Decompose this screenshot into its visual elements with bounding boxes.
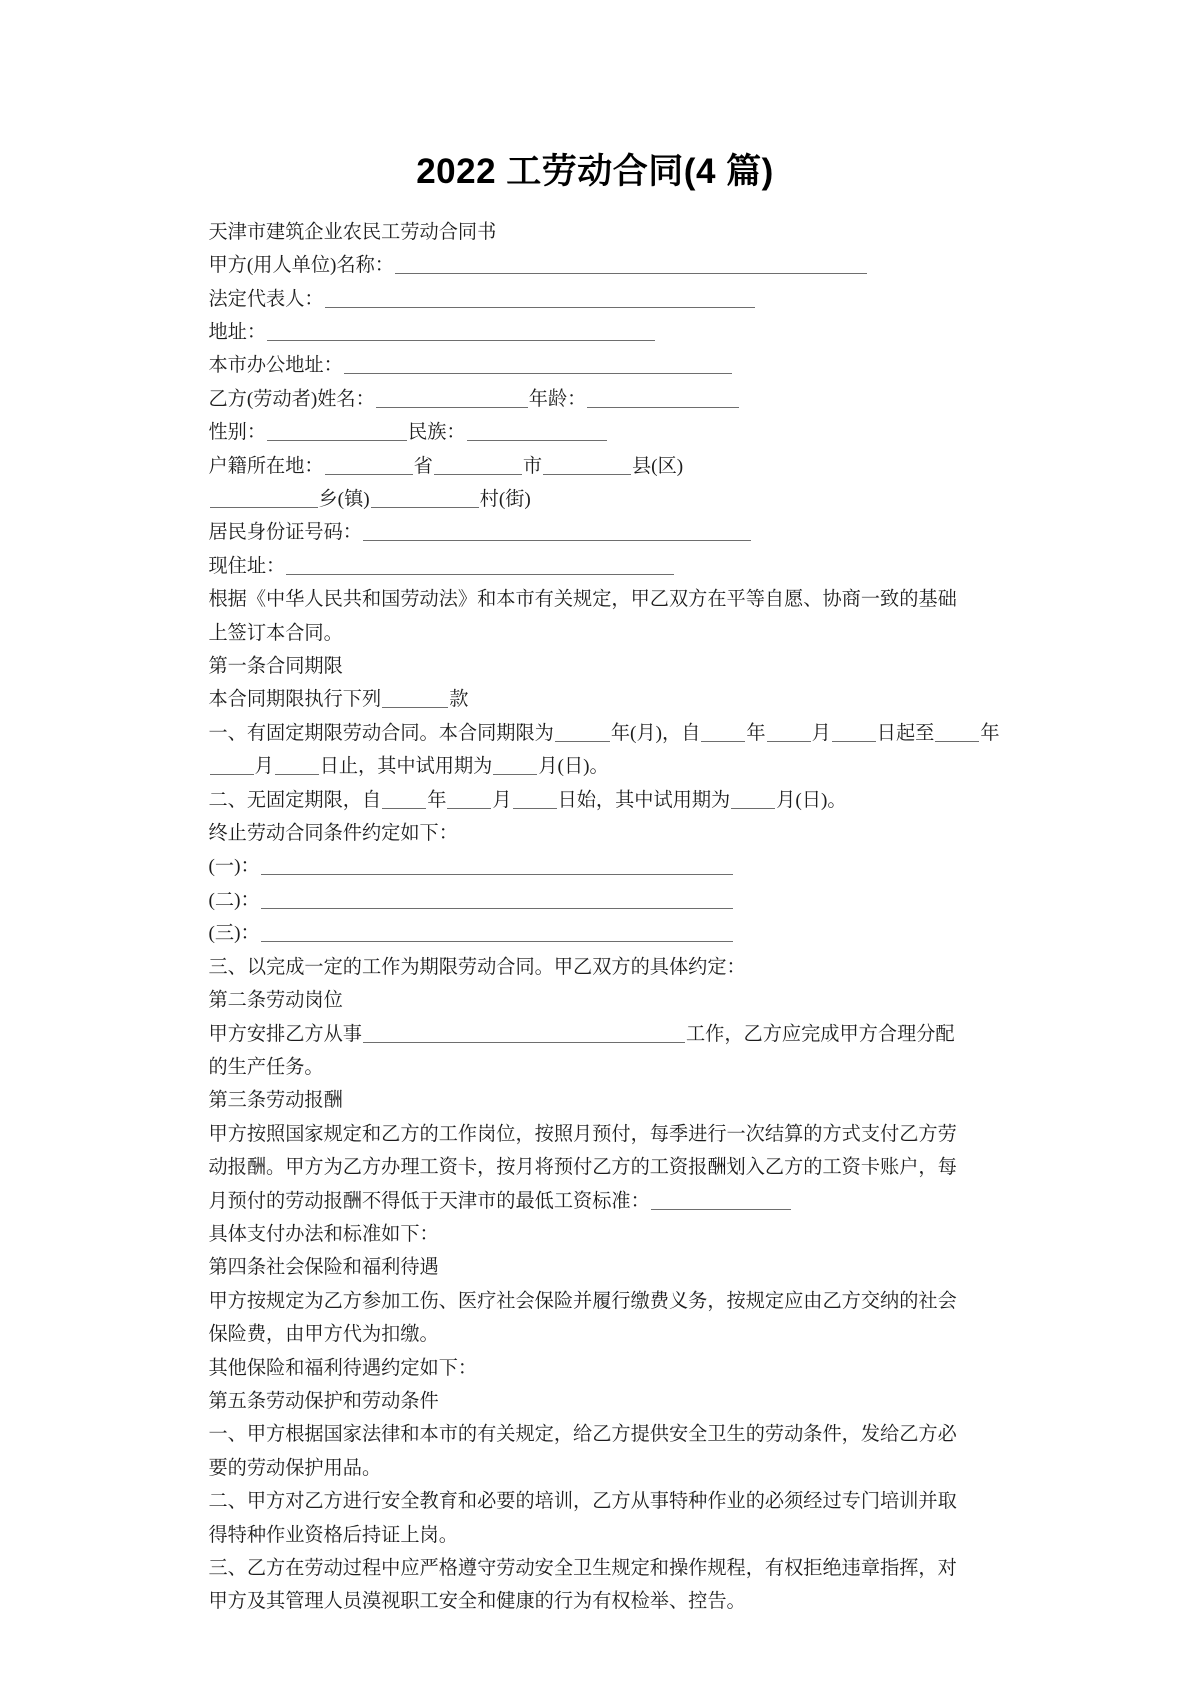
clause-1-probation-blank[interactable] — [493, 757, 537, 775]
article-1-intro-suffix: 款 — [449, 689, 469, 711]
household-province-blank[interactable] — [325, 457, 413, 475]
article-5-item-2-text-1: 二、甲方对乙方进行安全教育和必要的培训，乙方从事特种作业的必须经过专门培训并取 — [208, 1491, 957, 1513]
article-5-item-3-line-2 — [209, 1585, 1004, 1618]
clause-1-end-month-blank[interactable] — [210, 757, 254, 775]
preamble-line-2 — [209, 617, 1004, 650]
household-city-blank[interactable] — [434, 457, 522, 475]
article-5-item-2-text-2: 得特种作业资格后持证上岗。 — [208, 1524, 458, 1546]
clause-2-text-b: 年 — [427, 789, 447, 811]
article-1-clause-2 — [209, 784, 1004, 817]
clause-2-text-c: 月 — [492, 789, 512, 811]
article-3-heading-text: 第三条劳动报酬 — [208, 1090, 343, 1112]
termination-item-1-blank[interactable] — [261, 857, 733, 875]
province-unit: 省 — [413, 455, 433, 477]
termination-intro — [209, 817, 1004, 850]
ethnicity-blank[interactable] — [467, 423, 607, 441]
termination-item-3-blank[interactable] — [261, 924, 733, 942]
field-household-registration — [209, 450, 1004, 483]
township-unit: 乡(镇) — [318, 489, 370, 510]
field-current-address — [209, 550, 1004, 583]
field-id-number — [209, 516, 1004, 549]
article-5-item-3-text-2: 甲方及其管理人员漠视职工安全和健康的行为有权检举、控告。 — [208, 1591, 746, 1613]
field-gender-and-ethnicity — [209, 416, 1004, 449]
clause-2-probation-blank[interactable] — [731, 791, 775, 809]
clause-2-text-e: 月(日)。 — [776, 789, 847, 811]
termination-intro-text: 终止劳动合同条件约定如下： — [208, 823, 458, 845]
address-blank[interactable] — [267, 323, 655, 341]
article-1-clause-1-line-2 — [209, 750, 1004, 783]
city-office-address-label: 本市办公地址： — [208, 355, 343, 377]
party-a-name-label: 甲方(用人单位)名称： — [208, 255, 394, 277]
article-4-heading-text: 第四条社会保险和福利待遇 — [208, 1257, 439, 1279]
article-4-line-1 — [209, 1285, 1004, 1318]
clause-1-term-blank[interactable] — [555, 724, 610, 742]
city-unit: 市 — [522, 455, 542, 477]
field-city-office-address — [209, 349, 1004, 382]
current-address-label: 现住址： — [208, 555, 286, 577]
article-2-line-2 — [209, 1051, 1004, 1084]
article-1-option-blank[interactable] — [382, 690, 448, 708]
county-unit: 县(区) — [632, 455, 684, 477]
article-3-text-1: 甲方按照国家规定和乙方的工作岗位，按照月预付，每季进行一次结算的方式支付乙方劳 — [208, 1123, 957, 1145]
clause-1-text-d: 月 — [811, 722, 831, 744]
clause-1-end-day-blank[interactable] — [275, 757, 319, 775]
legal-rep-blank[interactable] — [325, 290, 755, 308]
preamble-text-2: 上签订本合同。 — [208, 622, 343, 644]
article-5-item-1-text-1: 一、甲方根据国家法律和本市的有关规定，给乙方提供安全卫生的劳动条件，发给乙方必 — [208, 1424, 957, 1446]
article-5-item-2-line-2 — [209, 1519, 1004, 1552]
current-address-blank[interactable] — [286, 557, 674, 575]
article-3-line-3 — [209, 1185, 1004, 1218]
article-4-heading — [209, 1251, 1004, 1284]
clause-1-text-h: 日止，其中试用期为 — [319, 756, 493, 778]
article-1-heading-text: 第一条合同期限 — [208, 656, 343, 678]
preamble-line-1 — [209, 583, 1004, 616]
article-2-text-a: 甲方安排乙方从事 — [208, 1023, 362, 1045]
article-4-text-1: 甲方按规定为乙方参加工伤、医疗社会保险并履行缴费义务，按规定应由乙方交纳的社会 — [208, 1290, 957, 1312]
household-label: 户籍所在地： — [208, 455, 324, 477]
article-5-item-2-line-1 — [209, 1485, 1004, 1518]
article-2-text-c: 的生产任务。 — [208, 1056, 324, 1078]
field-legal-representative — [209, 283, 1004, 316]
termination-item-3-label: (三)： — [208, 923, 260, 945]
clause-1-text-e: 日起至 — [876, 722, 935, 744]
article-1-intro-prefix: 本合同期限执行下列 — [208, 689, 382, 711]
article-3-line-2 — [209, 1151, 1004, 1184]
preamble-text-1: 根据《中华人民共和国劳动法》和本市有关规定，甲乙双方在平等自愿、协商一致的基础 — [208, 589, 957, 611]
clause-1-text-a: 一、有固定期限劳动合同。本合同期限为 — [208, 722, 554, 744]
article-2-position-blank[interactable] — [363, 1025, 685, 1043]
field-party-a-name — [209, 249, 1004, 282]
household-village-blank[interactable] — [371, 490, 479, 508]
field-household-township-village — [209, 483, 1004, 516]
article-5-item-1-line-1 — [209, 1418, 1004, 1451]
clause-1-text-f: 年 — [980, 722, 1000, 744]
age-blank[interactable] — [587, 390, 739, 408]
city-office-address-blank[interactable] — [344, 356, 732, 374]
termination-item-2-blank[interactable] — [261, 891, 733, 909]
party-b-name-label: 乙方(劳动者)姓名： — [208, 388, 375, 410]
id-number-label: 居民身份证号码： — [208, 522, 362, 544]
article-3-text-4: 具体支付办法和标准如下： — [208, 1223, 439, 1245]
party-a-name-blank[interactable] — [395, 256, 867, 274]
article-5-item-1-text-2: 要的劳动保护用品。 — [208, 1457, 382, 1479]
article-5-heading — [209, 1385, 1004, 1418]
clause-1-text-i: 月(日)。 — [538, 756, 609, 778]
article-3-line-1 — [209, 1118, 1004, 1151]
article-5-item-1-line-2 — [209, 1452, 1004, 1485]
clause-1-start-month-blank[interactable] — [767, 724, 811, 742]
clause-2-month-blank[interactable] — [447, 791, 491, 809]
subtitle-text: 天津市建筑企业农民工劳动合同书 — [208, 221, 497, 243]
termination-item-3 — [209, 917, 1004, 950]
clause-1-text-b: 年(月)，自 — [610, 722, 701, 744]
gender-label: 性别： — [208, 422, 267, 444]
clause-1-text-c: 年 — [746, 722, 766, 744]
party-b-name-blank[interactable] — [376, 390, 528, 408]
termination-item-1 — [209, 850, 1004, 883]
article-1-heading — [209, 650, 1004, 683]
page-title: 2022 工劳动合同(4 篇) — [416, 152, 774, 191]
article-1-intro — [209, 683, 1004, 716]
article-4-text-2: 保险费，由甲方代为扣缴。 — [208, 1324, 439, 1346]
article-2-line-1 — [209, 1018, 1004, 1051]
article-3-heading — [209, 1084, 1004, 1117]
article-4-text-3: 其他保险和福利待遇约定如下： — [208, 1357, 478, 1379]
article-4-line-3 — [209, 1352, 1004, 1385]
clause-2-text-d: 日始，其中试用期为 — [557, 789, 731, 811]
household-county-blank[interactable] — [543, 457, 631, 475]
minimum-wage-blank[interactable] — [651, 1192, 791, 1210]
article-3-line-4 — [209, 1218, 1004, 1251]
termination-item-2-label: (二)： — [208, 889, 260, 911]
field-party-b-name-and-age — [209, 383, 1004, 416]
legal-rep-label: 法定代表人： — [208, 288, 324, 310]
article-3-text-2: 动报酬。甲方为乙方办理工资卡，按月将预付乙方的工资报酬划入乙方的工资卡账户，每 — [208, 1157, 957, 1179]
article-3-text-3: 月预付的劳动报酬不得低于天津市的最低工资标准： — [208, 1190, 650, 1212]
document-subtitle — [209, 216, 1004, 249]
village-unit: 村(街) — [479, 489, 531, 510]
termination-item-1-label: (一)： — [208, 856, 260, 878]
document-body — [187, 194, 1004, 1619]
field-address — [209, 316, 1004, 349]
household-township-blank[interactable] — [210, 490, 318, 508]
clause-2-year-blank[interactable] — [382, 791, 426, 809]
ethnicity-label: 民族： — [408, 422, 466, 444]
article-2-heading-text: 第二条劳动岗位 — [208, 990, 343, 1012]
article-2-heading — [209, 984, 1004, 1017]
clause-1-text-g: 月 — [254, 756, 274, 778]
clause-1-end-year-blank[interactable] — [935, 724, 979, 742]
address-label: 地址： — [208, 321, 267, 343]
article-5-item-3-text-1: 三、乙方在劳动过程中应严格遵守劳动安全卫生规定和操作规程，有权拒绝违章指挥，对 — [208, 1558, 957, 1579]
age-label: 年龄： — [528, 388, 587, 410]
termination-item-2 — [209, 884, 1004, 917]
clause-1-start-year-blank[interactable] — [701, 724, 745, 742]
article-1-clause-1-line-1 — [209, 717, 1004, 750]
clause-2-text-a: 二、无固定期限，自 — [208, 789, 382, 811]
article-1-clause-3 — [209, 951, 1004, 984]
article-5-heading-text: 第五条劳动保护和劳动条件 — [208, 1390, 439, 1412]
id-number-blank[interactable] — [363, 523, 751, 541]
article-2-text-b: 工作，乙方应完成甲方合理分配 — [686, 1023, 955, 1045]
clause-3-text: 三、以完成一定的工作为期限劳动合同。甲乙双方的具体约定： — [208, 956, 746, 978]
clause-1-start-day-blank[interactable] — [832, 724, 876, 742]
clause-2-day-blank[interactable] — [513, 791, 557, 809]
article-4-line-2 — [209, 1318, 1004, 1351]
article-5-item-3-line-1 — [209, 1552, 1004, 1585]
gender-blank[interactable] — [267, 423, 407, 441]
